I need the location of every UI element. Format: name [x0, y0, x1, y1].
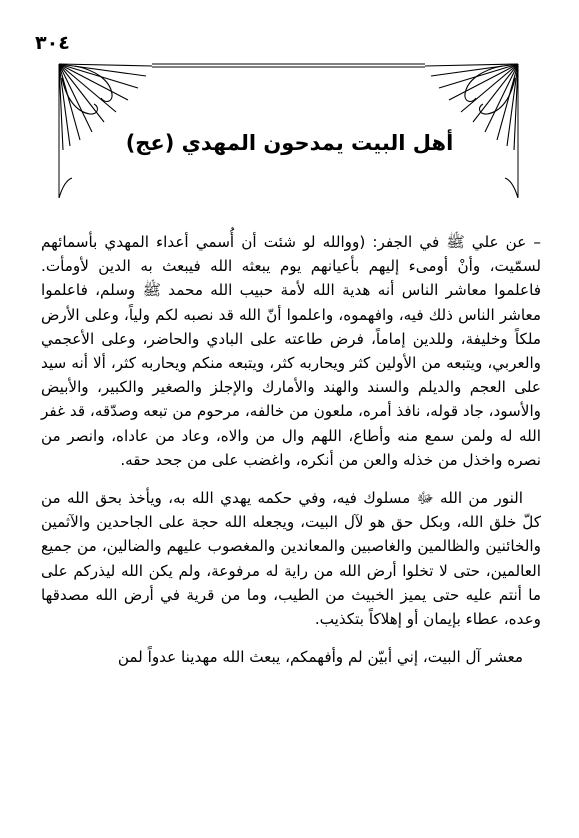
page-number: ٣٠٤ — [35, 32, 70, 54]
paragraph: معشر آل البيت، إني أبيّن لم وأفهمكم، يبعث الله مهدينا عدواً لمن — [117, 648, 523, 667]
paragraph: النور من الله ﷻ مسلوك فيه، وفي حكمه يهدي الله به، ويأخذ بحق الله من كلّ خلق الله، وبكل حق هو لآل البيت، ويجعله الله حجة على الجاحدين والآثمين والخائنين والظالمين والغاصبين والمعاندين والمغصوب عليهم والضالين، من جميع العالمين، حتى لا تخلوا أرض الله من راية له مرفوعة، ولم يكن الله ليذركم على ما أنتم عليه حتى يميز الخبيث من الطيب، وما من قرية في أرض الله مصدقها وعده، عطاء بإيمان أو إهلاكاً بتكذيب. — [41, 489, 541, 629]
ornamental-frame-icon — [0, 0, 579, 210]
body-text — [41, 230, 541, 683]
page-title: أهل البيت يمدحون المهدي (عج) — [125, 131, 454, 155]
paragraph: – عن علي ﷺ في الجفر: (ووالله لو شئت أن أُسمي أعداء المهدي بأسمائهم لسمّيت، وأنْ أومىء إليهم بأعيانهم يوم يبعثه الله فيبعث به الدين لأومأت. فاعلموا معاشر الناس أنه هدية الله لأمة حبيب الله محمد ﷺ وسلم، فاعلموا معاشر الناس ذلك فيه، وافهموه، واعلموا أنّ الله قد نصبه لكم ولياً، وعلى الأرض ملكاً وخليفة، وللدين إماماً، فرض طاعته على البادي والحاضر، وعلى الأعجمي والعربي، ويتبعه من الأولين كثر ويحاربه كثر، ويتبعه منكم ويحاربه كثر، ألا أنه سيد على العجم والديلم والسند والهند والأمارك والإجلز والصغير والكبير، والأبيض والأسود، جاد قوله، نافذ أمره، ملعون من خالفه، مرحوم من تبعه وصدّقه، قد غفر الله له ولمن سمع منه وأطاع، اللهم وال من والاه، وعاد من عاداه، وانصر من نصره واخذل من خذله والعن من أنكره، واغضب على من جحد حقه. — [41, 233, 541, 469]
